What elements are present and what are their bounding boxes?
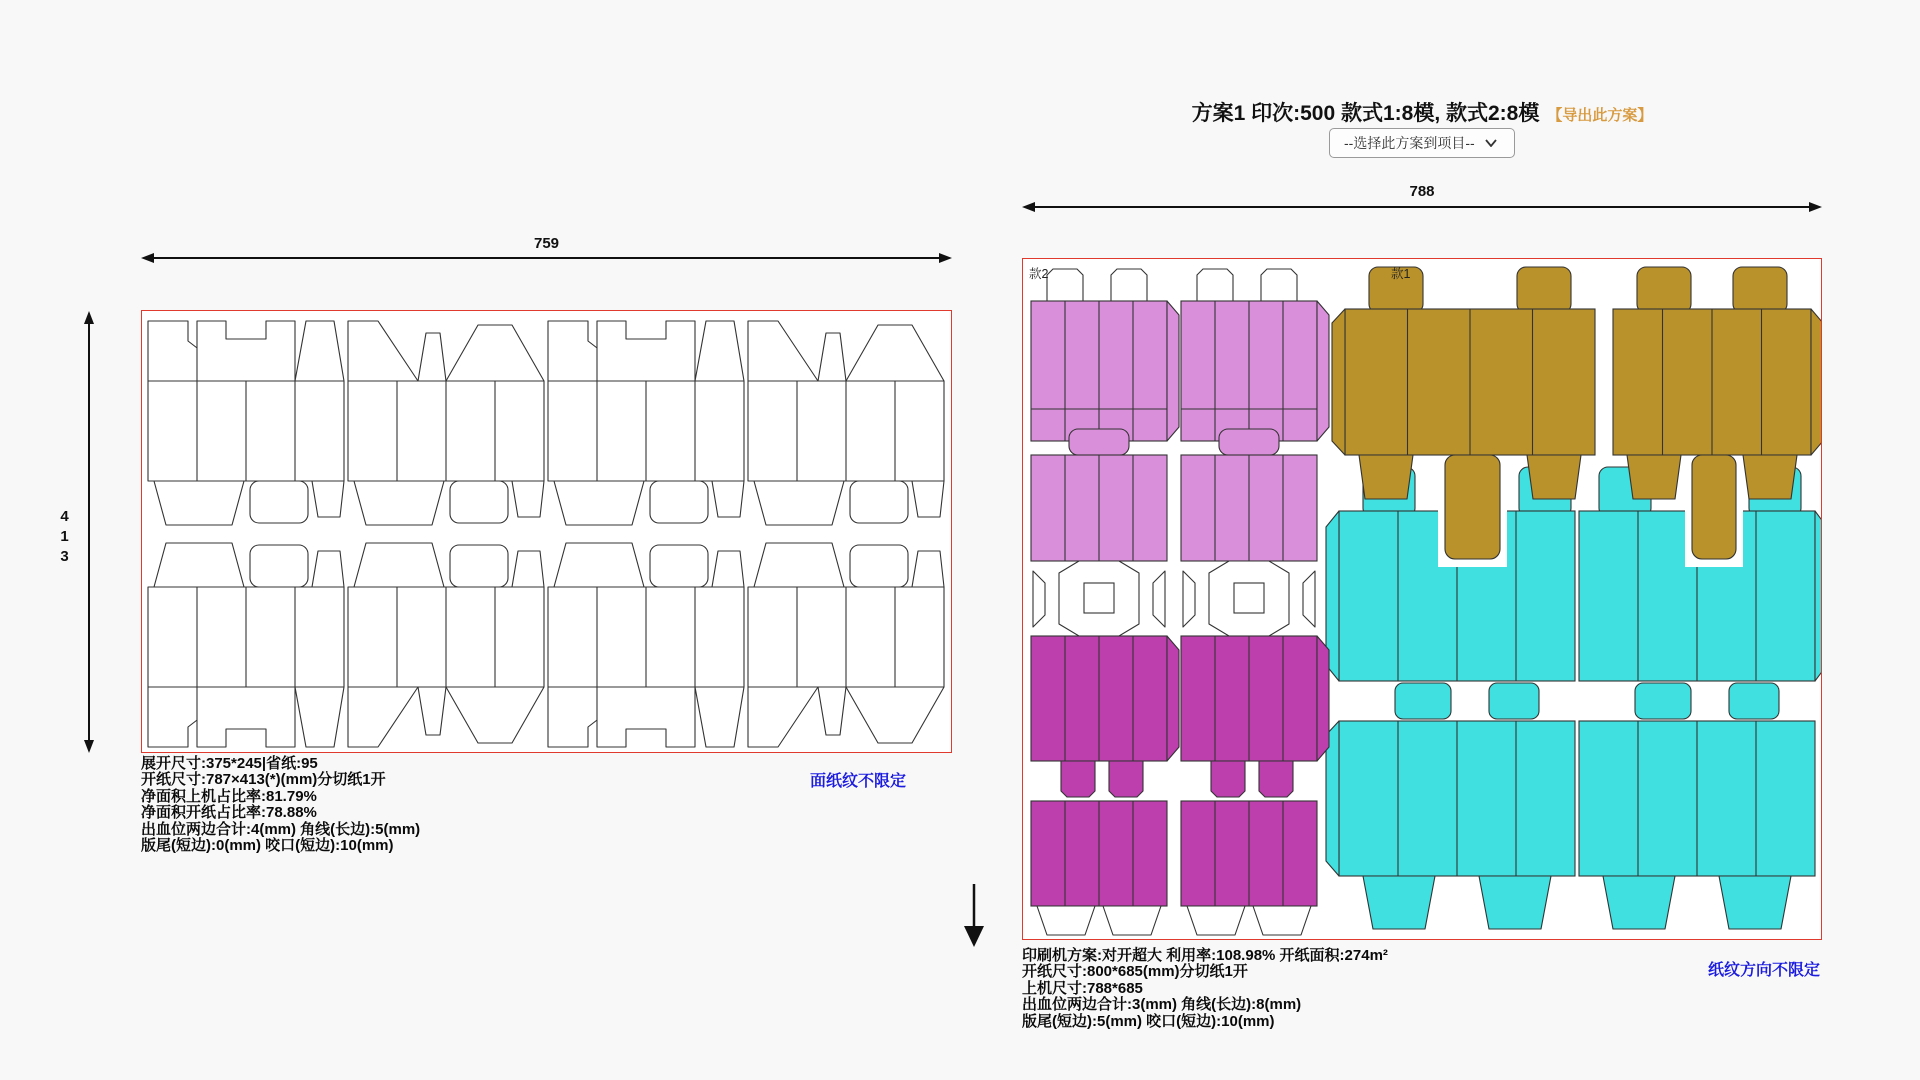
export-plan-link[interactable]: 【导出此方案】 [1547, 107, 1653, 124]
info-line: 上机尺寸:788*685 [1022, 979, 1143, 997]
left-width-arrow [141, 251, 952, 265]
info-line: 开纸尺寸:800*685(mm)分切纸1开 [1022, 963, 1248, 981]
info-line: 印刷机方案:对开超大 利用率:108.98% 开纸面积:274m² [1022, 947, 1388, 964]
plan-title: 方案1 印次:500 款式1:8模, 款式2:8模 [1191, 102, 1540, 125]
left-layout-canvas [141, 310, 952, 753]
left-grain-note: 面纸纹不限定 [810, 773, 907, 790]
sheet-feed-down-arrow [963, 884, 985, 948]
left-sheet-info [141, 756, 420, 854]
info-line: 版尾(短边):5(mm) 咬口(短边):10(mm) [1022, 1012, 1275, 1030]
info-line: 净面积上机占比率:81.79% [141, 787, 317, 805]
scheme-select[interactable] [1329, 128, 1515, 158]
info-line: 净面积开纸占比率:78.88% [141, 804, 317, 822]
left-sheet-width-label: 759 [533, 235, 560, 252]
right-grain-note: 纸纹方向不限定 [1707, 962, 1820, 979]
info-line: 展开尺寸:375*245|省纸:95 [141, 755, 318, 772]
right-width-arrow [1022, 200, 1822, 214]
left-sheet-height-label: 413 [56, 508, 73, 568]
style1-label: 款1 [1391, 267, 1411, 281]
scheme-select-row [1022, 128, 1822, 158]
chevron-down-icon [1485, 139, 1497, 147]
right-layout-canvas [1022, 258, 1822, 940]
left-height-arrow [82, 311, 96, 753]
plan-header [1022, 97, 1822, 127]
info-line: 出血位两边合计:4(mm) 角线(长边):5(mm) [141, 820, 421, 838]
info-line: 版尾(短边):0(mm) 咬口(短边):10(mm) [141, 837, 394, 855]
left-dielines-drawing [142, 311, 951, 752]
style2-label: 款2 [1029, 267, 1049, 281]
scheme-select-value: --选择此方案到项目-- [1344, 135, 1475, 151]
info-line: 开纸尺寸:787×413(*)(mm)分切纸1开 [141, 771, 386, 789]
right-sheet-width-label: 788 [1409, 183, 1435, 200]
info-line: 出血位两边合计:3(mm) 角线(长边):8(mm) [1022, 996, 1302, 1014]
right-dielines-drawing [1023, 259, 1821, 939]
